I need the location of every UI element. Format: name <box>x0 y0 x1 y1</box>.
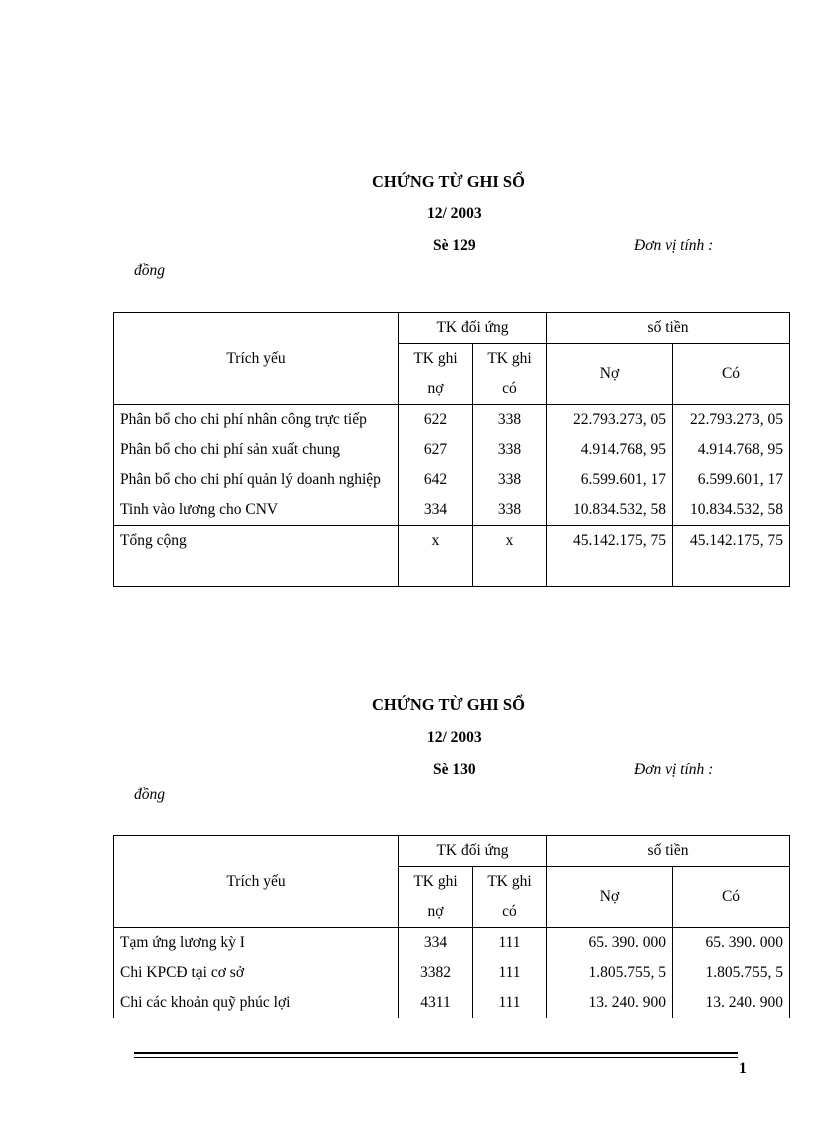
row-credit-amount: 4.914.768, 95 <box>673 435 790 465</box>
row-credit-amount: 1.805.755, 5 <box>673 958 790 988</box>
voucher-129-unit-label: Đơn vị tính : <box>634 237 714 254</box>
row-debit-amount: 4.914.768, 95 <box>547 435 673 465</box>
row-debit-account: 642 <box>399 465 473 495</box>
row-debit-amount: 6.599.601, 17 <box>547 465 673 495</box>
header-credit-amount: Có <box>673 344 790 405</box>
header-account-group: TK đối ứng <box>399 313 547 344</box>
voucher-130-unit-value: đồng <box>134 786 165 803</box>
total-label: Tổng cộng <box>114 526 399 587</box>
row-credit-account: 111 <box>473 928 547 959</box>
voucher-130-period: 12/ 2003 <box>427 729 482 746</box>
header-debit-account: TK ghi nợ <box>399 867 473 928</box>
footer-rule-thin <box>134 1057 738 1058</box>
row-credit-amount: 10.834.532, 58 <box>673 495 790 526</box>
row-description: Tạm ứng lương kỳ I <box>114 928 399 959</box>
row-debit-amount: 22.793.273, 05 <box>547 405 673 436</box>
row-debit-amount: 65. 390. 000 <box>547 928 673 959</box>
row-credit-account: 338 <box>473 435 547 465</box>
table-row <box>114 958 790 988</box>
row-debit-amount: 1.805.755, 5 <box>547 958 673 988</box>
total-debit-amount: 45.142.175, 75 <box>547 526 673 587</box>
voucher-130-unit-label: Đơn vị tính : <box>634 761 714 778</box>
voucher-130-number: Sè 130 <box>433 761 476 778</box>
total-credit-amount: 45.142.175, 75 <box>673 526 790 587</box>
row-debit-account: 627 <box>399 435 473 465</box>
row-debit-account: 4311 <box>399 988 473 1018</box>
total-credit-account: x <box>473 526 547 587</box>
header-credit-account: TK ghi có <box>473 344 547 405</box>
header-description: Trích yếu <box>114 313 399 405</box>
row-credit-account: 111 <box>473 958 547 988</box>
header-amount-group: số tiền <box>547 836 790 867</box>
voucher-129-table <box>113 312 790 587</box>
voucher-130-title: CHỨNG TỪ GHI SỔ <box>372 695 525 714</box>
row-description: Phân bổ cho chi phí quản lý doanh nghiệp <box>114 465 399 495</box>
voucher-129-unit-value: đồng <box>134 262 165 279</box>
row-debit-amount: 13. 240. 900 <box>547 988 673 1018</box>
header-credit-amount: Có <box>673 867 790 928</box>
row-credit-account: 338 <box>473 495 547 526</box>
row-debit-amount: 10.834.532, 58 <box>547 495 673 526</box>
row-description: Phân bổ cho chi phí sản xuất chung <box>114 435 399 465</box>
voucher-129-number: Sè 129 <box>433 237 476 254</box>
row-debit-account: 334 <box>399 928 473 959</box>
table-row <box>114 405 790 436</box>
row-credit-amount: 13. 240. 900 <box>673 988 790 1018</box>
table-row <box>114 928 790 959</box>
table-row <box>114 465 790 495</box>
voucher-129-period: 12/ 2003 <box>427 205 482 222</box>
table-row <box>114 988 790 1018</box>
row-debit-account: 622 <box>399 405 473 436</box>
header-debit-amount: Nợ <box>547 867 673 928</box>
row-description: Chi KPCĐ tại cơ sở <box>114 958 399 988</box>
row-credit-amount: 22.793.273, 05 <box>673 405 790 436</box>
header-debit-account: TK ghi nợ <box>399 344 473 405</box>
row-credit-account: 111 <box>473 988 547 1018</box>
total-debit-account: x <box>399 526 473 587</box>
row-debit-account: 3382 <box>399 958 473 988</box>
table-row <box>114 435 790 465</box>
row-credit-account: 338 <box>473 465 547 495</box>
row-credit-account: 338 <box>473 405 547 436</box>
row-description: Phân bổ cho chi phí nhân công trực tiếp <box>114 405 399 436</box>
row-credit-amount: 65. 390. 000 <box>673 928 790 959</box>
header-credit-account: TK ghi có <box>473 867 547 928</box>
voucher-130-table <box>113 835 790 1018</box>
row-description: Tinh vào lương cho CNV <box>114 495 399 526</box>
header-amount-group: số tiền <box>547 313 790 344</box>
table-row <box>114 495 790 526</box>
header-description: Trích yếu <box>114 836 399 928</box>
total-row <box>114 526 790 587</box>
page-number: 1 <box>739 1060 747 1077</box>
row-credit-amount: 6.599.601, 17 <box>673 465 790 495</box>
row-debit-account: 334 <box>399 495 473 526</box>
voucher-129-title: CHỨNG TỪ GHI SỔ <box>372 172 525 191</box>
row-description: Chi các khoản quỹ phúc lợi <box>114 988 399 1018</box>
header-account-group: TK đối ứng <box>399 836 547 867</box>
footer-rule <box>134 1052 738 1054</box>
header-debit-amount: Nợ <box>547 344 673 405</box>
